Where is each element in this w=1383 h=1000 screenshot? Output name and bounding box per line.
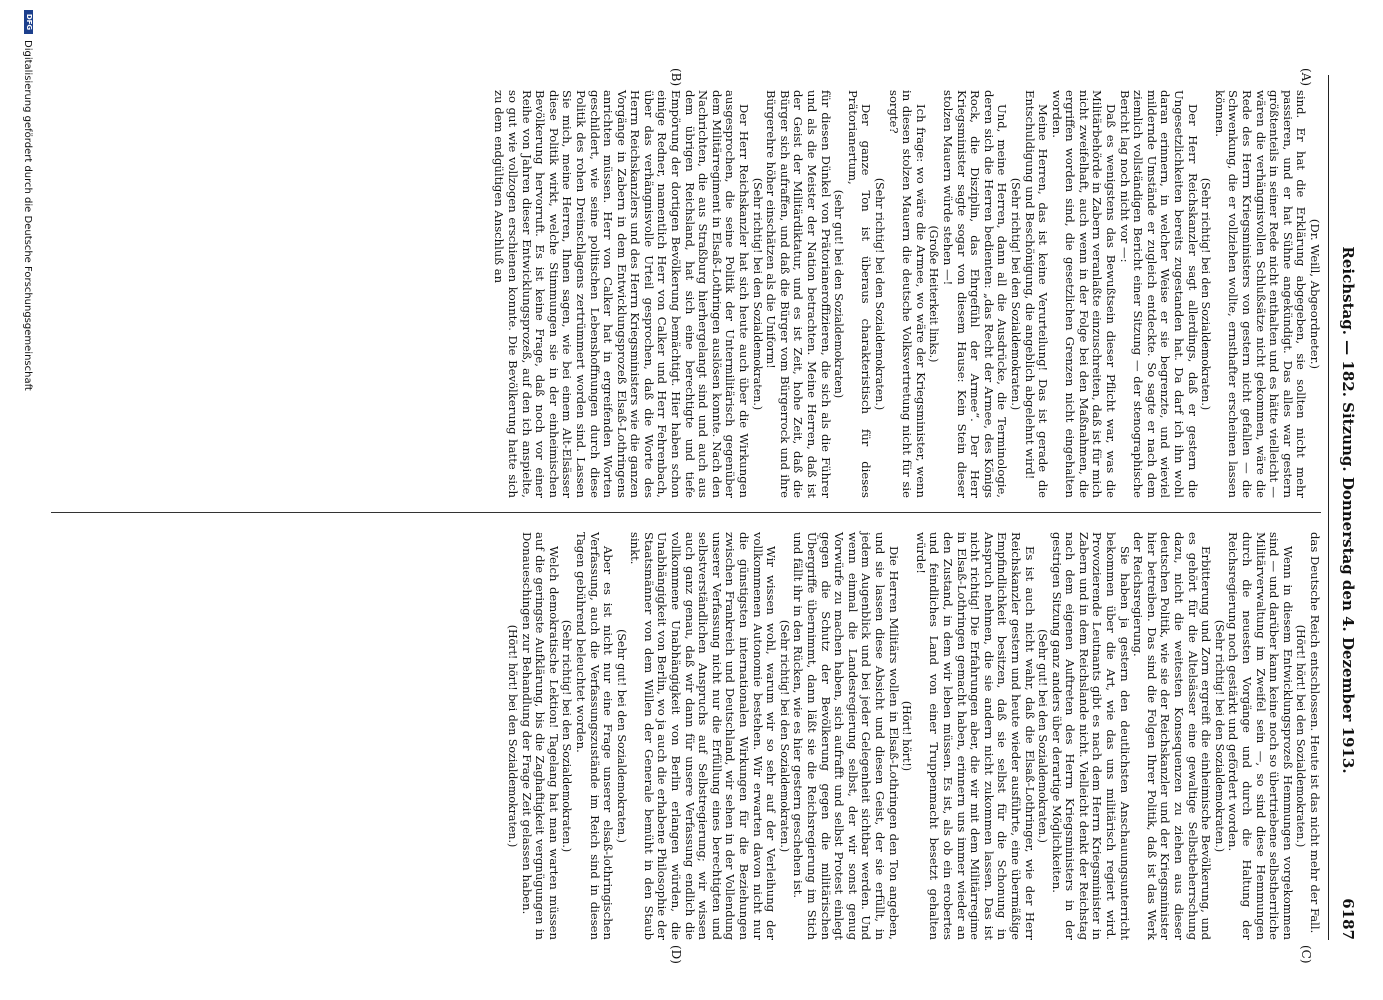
paragraph: sind. Er hat die Erklärung abgegeben, sie sollten nicht mehr passieren, und er hat Sühne angekündigt. Das alles war gestern größtenteils in seiner Rede nicht enthalten und es hätte vielleicht — wären die verhängnisvollen Schlußsätze nicht gekommen, wäre die Rede des Herrn Kriegsministers von gestern nicht gefallen — die Schwenkung, die er vollziehen wollte, ernsthafter erscheinen lassen können. [1212,90,1309,498]
interjection: (Sehr richtig! bei den Sozialdemokraten.) [1008,177,1022,411]
page-number: 6187 [1339,898,1357,940]
interjection: (Sehr richtig! bei den Sozialdemokraten.) [560,619,574,853]
paragraph: Wenn in diesem Entwicklungsprozeß Hemmungen vorgekommen sind — und darüber kann keine noch so übertriebene selbstherrliche Militärverwaltung im Zweifel sein —, so sind diese Hemmungen durch die neuesten Vorgänge und durch die Haltung der Reichsregierung noch gestärkt und gefördert worden. [1226,532,1295,940]
interjection: (Sehr richtig! bei den Sozialdemokraten.) [1212,619,1226,853]
interjection: (Sehr gut! bei den Sozialdemokraten.) [1036,629,1050,843]
left-column [492,90,1321,498]
paragraph: Sie haben ja gestern den deutlichsten Anschauungsunterricht bekommen über die Art, wie das uns militärisch regiert wird. Provozierende Leutnants gibt es nach dem Herrn Kriegsminister in Zabern und in dem Reichslande nicht. Vielleicht denkt der Reichstag nach dem eigenen Auftreten des Herrn Kriegsministers in der gestrigen Sitzung ganz anders über derartige Möglichkeiten. [1049,532,1132,940]
header-rule [1328,75,1329,940]
page-header [1335,80,1357,940]
interjection: (sehr gut! bei den Sozialdemokraten) [832,189,846,399]
paragraph: Welch demokratische Lektion! Tagelang hat man warten müssen auf die geringste Aufklärung, bis die Zaghaftigkeit vergnügungen in Donaueschingen zur Behandlung der Frage Zeit gelassen haben. [519,532,561,940]
paragraph: Ich frage: wo wäre die Armee, wo wäre der Kriegsminister, wenn in diesen stolzen Mauern die deutsche Volksvertretung nicht für sie sorgte? [886,90,928,498]
speaker-label: (Dr. Weill, Abgeordneter.) [1308,218,1322,370]
running-title: Reichstag. — 182. Sitzung. Donnerstag den 4. Dezember 1913. [1339,246,1357,774]
paragraph: Der Herr Reichskanzler sagt allerdings, daß er gestern die Ungesetzlichkeiten bereits zugestanden hat. Da darf ich ihn wohl daran erinnern, in welcher Weise er sie begrenzte, und wieviel mildernde Umstände er zugleich entdeckte. So sagte er nach dem ziemlich vollständigen Bericht einer Sitzung — der stenographische Bericht lag noch nicht vor —: [1117,90,1200,498]
interjection: (Sehr gut! bei den Sozialdemokraten.) [614,629,628,843]
paragraph: für diesen Dünkel von Prätorianeroffizieren, die sich als die Führer und als die Meister der Nation betrachten. Meine Herren, daß ist der Geist der Militärdiktatur, und es ist Zeit, hohe Zeit, daß die Bürger sich aufraffen, und daß die Bürger vom Bürgerrock und ihre Bürgerehre höher einschätzen als die Uniform! [764,90,833,498]
right-column [505,532,1321,940]
paragraph: Und, meine Herren, dann all die Ausdrücke, die Terminologie, deren sich die Herren bedienten: „das Recht der Armee, des Königs Rock, die Disziplin, das Ehrgefühl der Armee“. Der Herr Kriegsminister sagte sogar von diesem Hause: Kein Stein dieser stolzen Mauern würde stehen —! [940,90,1010,498]
interjection: (Große Heiterkeit links.) [927,225,941,363]
footer [7,10,33,990]
interjection: (Hört! hört! bei den Sozialdemokraten.) [1294,624,1308,848]
paragraph: Daß es wenigstens das Bewußtsein dieser Pflicht war, was die Militärbehörde in Zabern veranlaßte einzuschreiten, daß ist für mich nicht zweifelhaft, auch wenn in der Folge bei den Maßnahmen, die ergriffen worden sind, die gesetzlichen Grenzen nicht eingehalten worden. [1049,90,1119,498]
funding-credit: Digitalisierung gefördert durch die Deutsche Forschungsgemeinschaft [22,40,33,391]
margin-marker-d: (D) [669,945,683,964]
interjection: (Sehr richtig! bei den Sozialdemokraten.) [873,177,886,411]
paragraph: Der ganze Ton ist überaus charakteristisch für dieses Prätorianertum, [845,90,874,498]
margin-marker-b: (B) [669,68,683,87]
interjection: (Hört! hört!) [900,700,914,772]
column-divider [51,512,1321,513]
paragraph: das Deutsche Reich entschlossen. Heute ist das nicht mehr der Fall. [1308,532,1322,934]
interjection: (Sehr richtig! bei den Sozialdemokraten.) [1199,177,1213,411]
paragraph: Erbitterung und Zorn ergreift die einheimische Bevölkerung, und es gehört für die Altelsässer eine gewaltige Selbstbeherrschung dazu, nicht die weitesten Konsequenzen zu ziehen aus dieser deutschen Politik, wie sie der Reichskanzler und der Kriegsminister hier betreiben. Das sind die Folgen Ihrer Politik, daß ist das Werk der Reichsregierung. [1131,532,1214,940]
paragraph: Der Herr Reichskanzler hat sich heute auch über die Wirkungen ausgesprochen, die seine Politik der Untermilitärisch gegenüber dem Militärregiment in Elsaß-Lothringen auslösen konnte. Nach den Nachrichten, die aus Straßburg hierhergelangt sind und auch aus dem übrigen Reichsland, hat sich eine berechtigte und tiefe Empörung der dortigen Bevölkerung bemächtigt. Hier haben schon einige Redner, namentlich Herr von Calker und Herr Fehrenbach, über das verhängnisvolle Urteil gesprochen, daß die Worte des Herrn Reichskanzlers und des Herrn Kriegsministers wie die ganzen Vorgänge in Zabern in dem Entwicklungsprozeß Elsaß-Lothringens anrichten müssen. Herr von Calker hat in ergreifenden Worten geschildert, wie seine politischen Lebenshoffnungen durch diese Politik des rohen Dreinschlagens zertrümmert worden sind. Lassen Sie mich, meine Herren, Ihnen sagen, wie bei einem Alt-Elsässer diese Politik wirkt, welche Stimmungen sie in der einheimischen Bevölkerung hervorruft. Es ist keine Frage, daß noch vor einer Reihe von Jahren dieser Entwicklungsprozeß, auf den ich anspielte, so gut wie vollzogen erschienen konnte. Die Bevölkerung hatte sich zu dem endgültigen Anschluß an [492,90,752,498]
interjection: (Sehr richtig! bei den Sozialdemokraten.) [750,177,764,411]
paragraph: Die Herren Militärs wollen in Elsaß-Lothringen den Ton angeben, und sie lassen diese Absicht und diesen Geist, der sie erfüllt, in jedem Augenblick und bei jeder Gelegenheit sichtbar werden. Und wenn einmal die Landesregierung selbst, der wir sonst genug Vorwürfe zu machen haben, sich aufrafft und selbst Protest einlegt gegen die Schutz der Bevölkerung gegen die militärischen Übergriffe übernimmt, dann läßt sie die Reichsregierung im Stich und fällt ihr in den Rücken, wie es hier gestern geschehen ist. [791,532,901,940]
interjection: (Sehr richtig! bei den Sozialdemokraten.) [777,619,791,853]
margin-marker-a: (A) [1299,68,1313,87]
margin-marker-c: (C) [1299,945,1313,964]
paragraph: Wir wissen wohl, warum wir so sehr auf der Verleihung der vollkommenen Autonomie bestehen. Wir erwarten davon nicht nur die günstigsten internationalen Wirkungen für die Beziehungen zwischen Frankreich und Deutschland, wir sehen in der Vollendung unserer Verfassung nicht nur die Erfüllung eines berechtigten und selbstverständlichen Anspruchs auf Selbstregierung; wir wissen auch ganz genau, daß wir dann für unsere Verfassung endlich die vollkommene Unabhängigkeit von Berlin erlangen würden, die Unabhängigkeit von Berlin, wo ja auch die erhabene Philosophie der Staatsmänner von dem Willen der Generale bemüht in den Staub sinkt. [628,532,779,940]
interjection: (Hört! hört! bei den Sozialdemokraten.) [505,624,519,848]
dfg-logo: DFG [24,10,33,34]
paragraph: Es ist auch nicht wahr, daß die Elsaß-Lothringer, wie der Herr Reichskanzler gestern und heute wieder ausführte, eine übermäßige Empfindlichkeit besitzen, daß sie selbst für die Schonung in Anspruch nehmen, die sie andern nicht zukommen lassen. Das ist nicht richtig! Die Erfahrungen aber, die wir mit dem Militärregime in Elsaß-Lothringen gemacht haben, erinnern uns immer wieder an den Zustand, in dem wir leben müssen. Es ist, als ob ein erobertes und feindliches Land von einer Truppenmacht besetzt gehalten würde! [913,532,1037,940]
paragraph: Aber es ist nicht nur eine Frage unserer elsaß-lothringischen Verfassung, auch die Verfassungszustände im Reich sind in diesen Tagen gebührend beleuchtet worden. [573,532,616,940]
paragraph: Meine Herren, das ist keine Verurteilung! Das ist gerade die Entschuldigung und Beschönigung, die angeblich abgelehnt wird! [1022,90,1051,498]
